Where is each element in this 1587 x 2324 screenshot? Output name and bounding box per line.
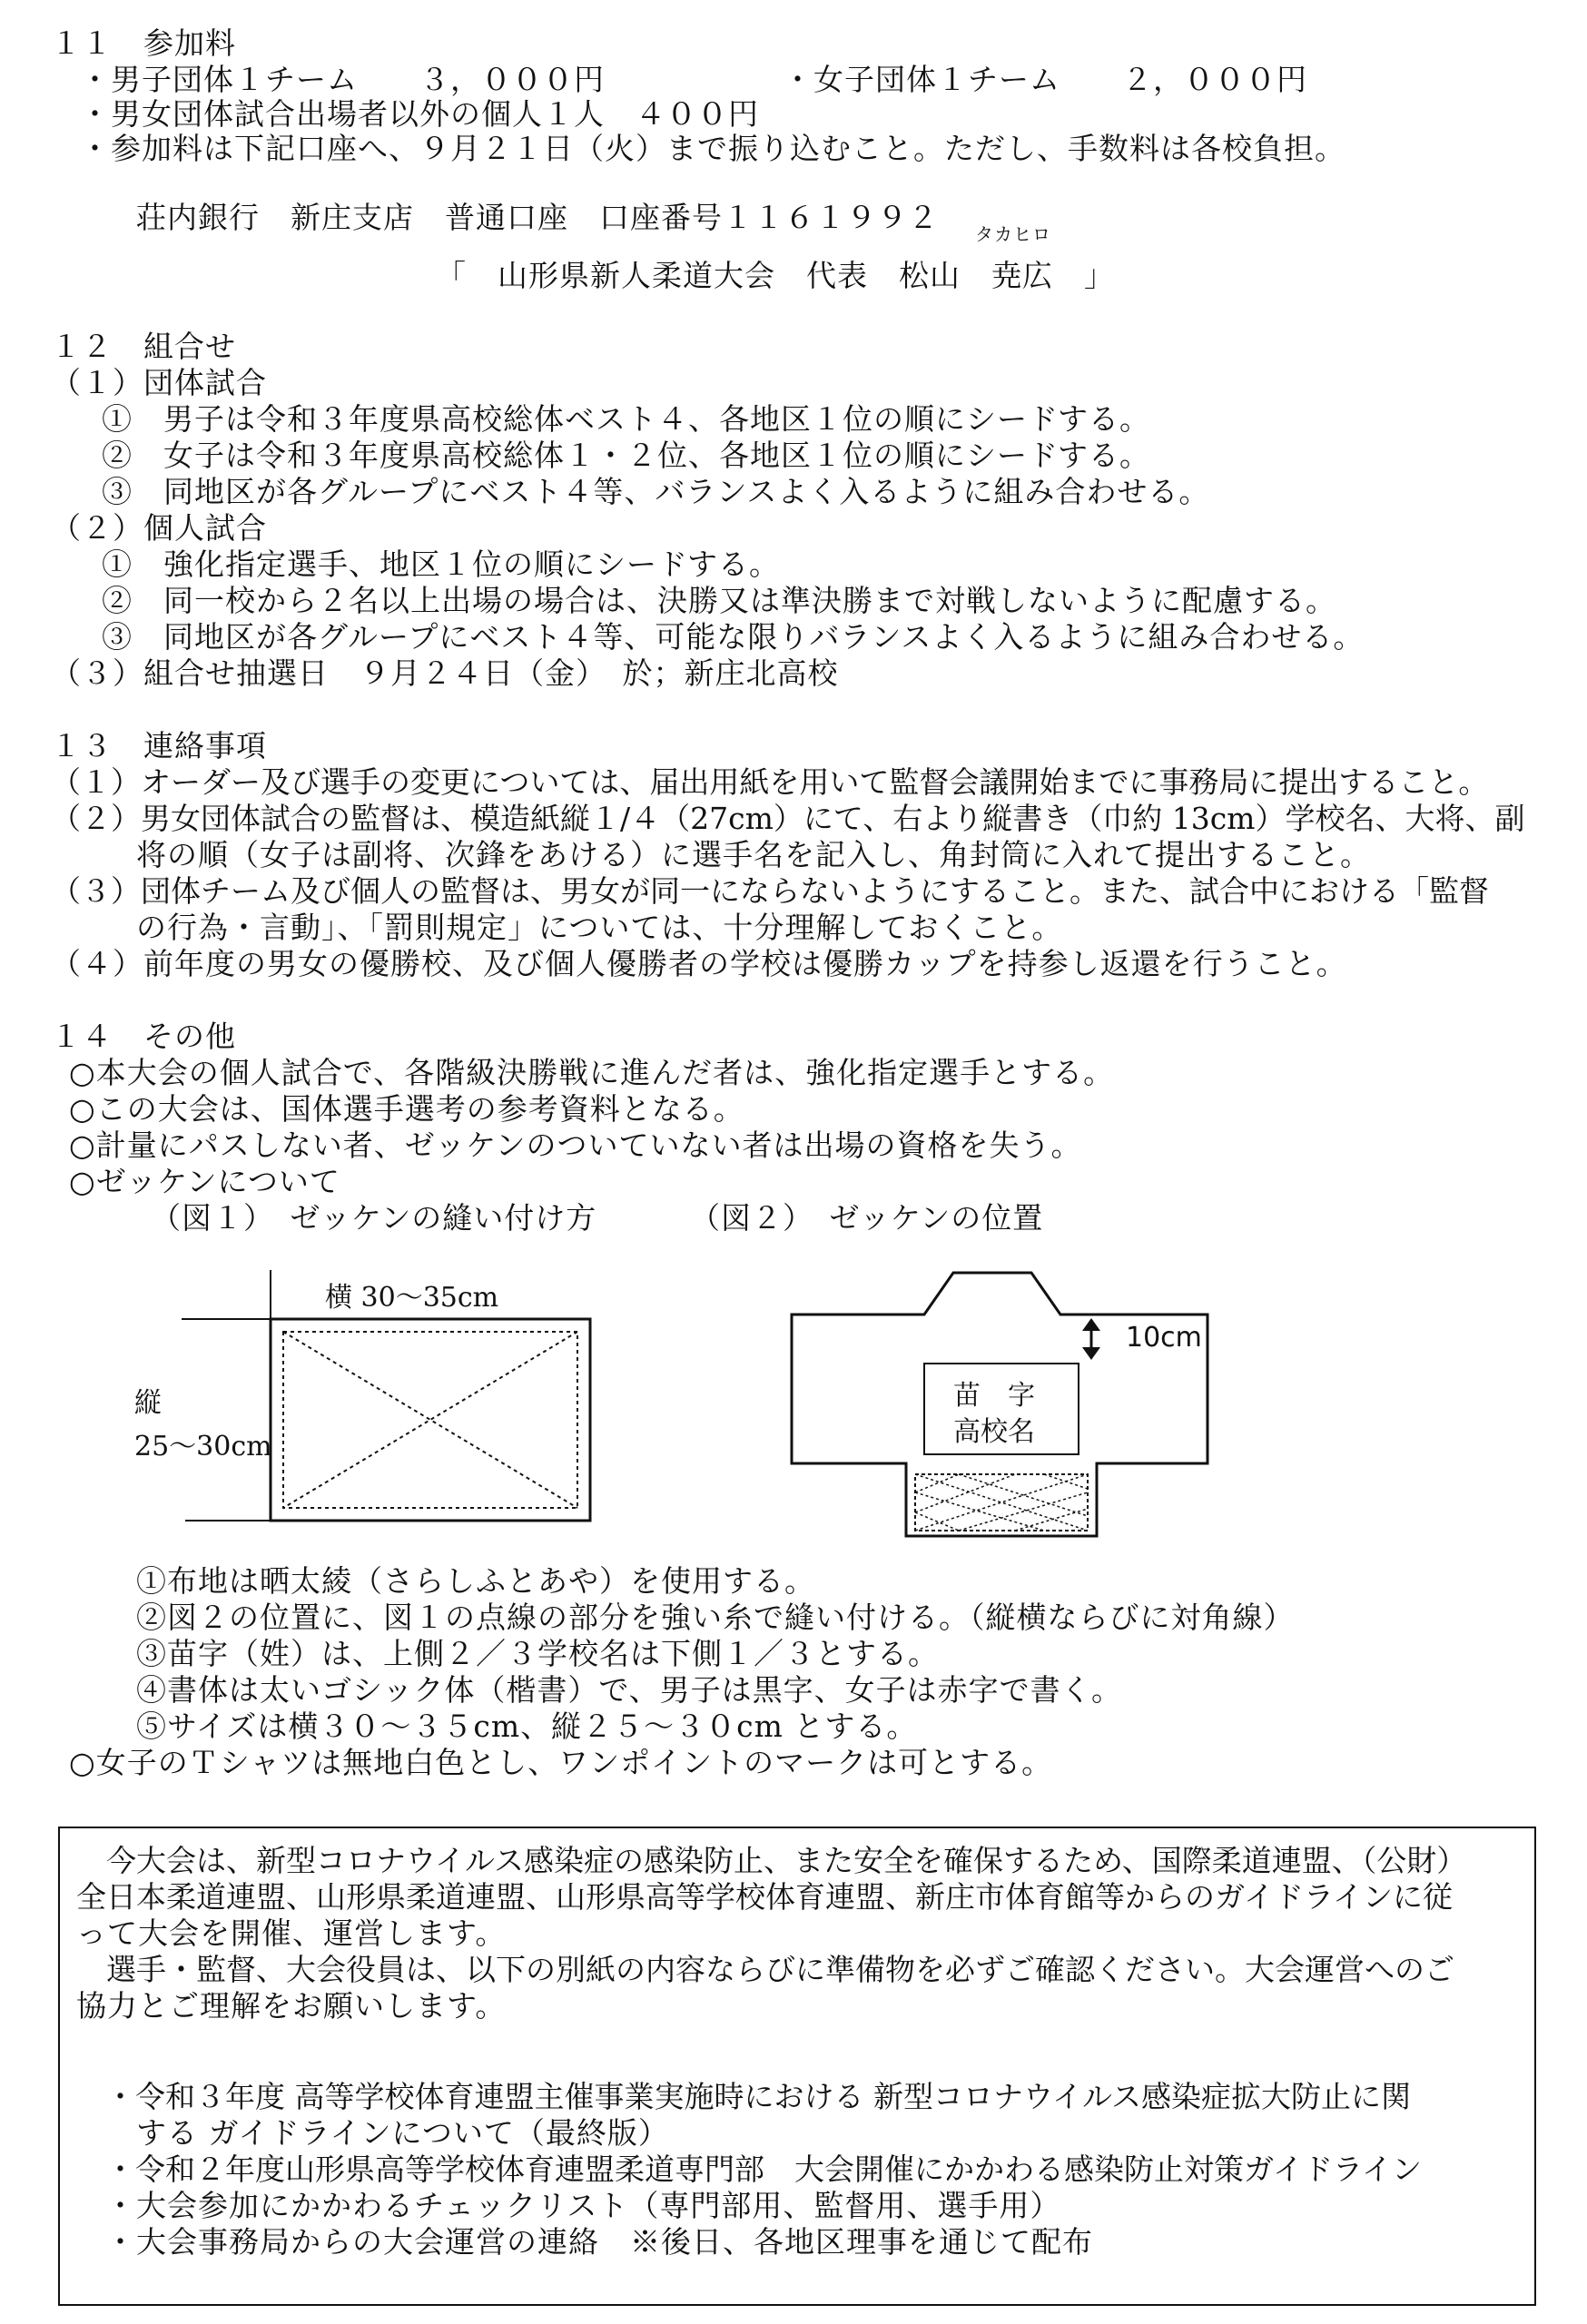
individual-rule-1: ① 強化指定選手、地区１位の順にシードする。 [102, 547, 781, 582]
fig1-height-label-a: 縦 [134, 1387, 162, 1419]
fig2-dim-arrow-up [1082, 1318, 1100, 1331]
notice-bullet-3: ・大会参加にかかわるチェックリスト（専門部用、監督用、選手用） [105, 2188, 1061, 2223]
fee-individual: ・男女団体試合出場者以外の個人１人 ４００円 [80, 96, 759, 132]
notice-bullet-2: ・令和２年度山形県高等学校体育連盟柔道専門部 大会開催にかかわる感染防止対策ガイドライン [105, 2152, 1423, 2187]
name-ruby: タカヒロ [975, 223, 1051, 245]
team-rule-1: ① 男子は令和３年度県高校総体ベスト４、各地区１位の順にシードする。 [102, 401, 1151, 437]
zekken-rule-3: ③苗字（姓）は、上側２／３学校名は下側１／３とする。 [136, 1636, 939, 1671]
other-item-2: ○この大会は、国体選手選考の参考資料となる。 [69, 1091, 744, 1127]
team-rule-2: ② 女子は令和３年度県高校総体１・２位、各地区１位の順にシードする。 [102, 438, 1151, 473]
notice-paragraph-2b: 協力とご理解をお願いします。 [76, 1988, 507, 2024]
fig2-dim-label: 10cm [1126, 1322, 1202, 1354]
section-13-heading: １３ 連絡事項 [51, 728, 267, 763]
covid-notice-box [58, 1827, 1536, 2306]
account-holder: 「 山形県新人柔道大会 代表 松山 尭広 」 [436, 258, 1115, 293]
notice-bullet-4: ・大会事務局からの大会運営の連絡 ※後日、各地区理事を通じて配布 [105, 2224, 1093, 2260]
individual-match-title: （２）個人試合 [51, 510, 267, 546]
notice-item-2b: 将の順（女子は副将、次鋒をあける）に選手名を記入し、角封筒に入れて提出すること。 [136, 837, 1371, 872]
bank-account: 荘内銀行 新庄支店 普通口座 口座番号１１６１９９２ [136, 200, 939, 235]
team-match-title: （１）団体試合 [51, 365, 267, 400]
notice-paragraph-1c: って大会を開催、運営します。 [76, 1915, 507, 1951]
other-item-4: ○ゼッケンについて [69, 1164, 340, 1199]
fig2-surname-label: 苗 字 [953, 1380, 1035, 1412]
section-11-heading: １１ 参加料 [51, 25, 236, 61]
zekken-rule-4: ④書体は太いゴシック体（楷書）で、男子は黒字、女子は赤字で書く。 [136, 1672, 1123, 1708]
section-14-heading: １４ その他 [51, 1019, 236, 1054]
fig1-height-label-b: 25～30cm [134, 1431, 272, 1462]
notice-paragraph-1a: 今大会は、新型コロナウイルス感染症の感染防止、また安全を確保するため、国際柔道連盟、（公財） [76, 1843, 1467, 1878]
fig2-dim-arrow-down [1082, 1347, 1100, 1360]
notice-paragraph-1b: 全日本柔道連盟、山形県柔道連盟、山形県高等学校体育連盟、新庄市体育館等からのガイドラインに従 [76, 1879, 1454, 1915]
fee-male-team: ・男子団体１チーム ３，０００円 [80, 62, 605, 97]
zekken-rule-2: ②図２の位置に、図１の点線の部分を強い糸で縫い付ける。（縦横ならびに対角線） [136, 1600, 1295, 1635]
notice-item-1: （１）オーダー及び選手の変更については、届出用紙を用いて監督会議開始までに事務局に提出すること。 [51, 764, 1489, 800]
figure-1-caption: （図１） ゼッケンの縫い付け方 [151, 1200, 597, 1236]
other-item-1: ○本大会の個人試合で、各階級決勝戦に進んだ者は、強化指定選手とする。 [69, 1055, 1115, 1090]
notice-item-3b: の行為・言動」、「罰則規定」については、十分理解しておくこと。 [136, 910, 1063, 945]
fee-female-team: ・女子団体１チーム ２，０００円 [783, 62, 1307, 97]
notice-item-4: （４）前年度の男女の優勝校、及び個人優勝者の学校は優勝カップを持参し返還を行うこと。 [51, 946, 1347, 981]
fig2-patch-stitching [915, 1474, 1088, 1531]
zekken-rule-1: ①布地は晒太綾（さらしふとあや）を使用する。 [136, 1563, 815, 1599]
notice-item-2a: （２）男女団体試合の監督は、模造紙縦１/４（27cm）にて、右より縦書き（巾約 13cm）学校名、大将、副 [51, 801, 1525, 836]
section-12-heading: １２ 組合せ [51, 329, 236, 364]
other-item-5: ○女子のＴシャツは無地白色とし、ワンポイントのマークは可とする。 [69, 1745, 1053, 1780]
individual-rule-3: ③ 同地区が各グループにベスト４等、可能な限りバランスよく入るように組み合わせる。 [102, 619, 1365, 655]
fig1-cloth-outline [271, 1319, 590, 1521]
notice-bullet-1b: する ガイドラインについて（最終版） [105, 2115, 669, 2151]
team-rule-3: ③ 同地区が各グループにベスト４等、バランスよく入るように組み合わせる。 [102, 474, 1210, 509]
draw-date: （３）組合せ抽選日 ９月２４日（金） 於；新庄北高校 [51, 655, 839, 691]
figure-2-caption: （図２） ゼッケンの位置 [690, 1200, 1044, 1236]
fig2-school-label: 高校名 [953, 1416, 1035, 1448]
notice-bullet-1a: ・令和３年度 高等学校体育連盟主催事業実施時における 新型コロナウイルス感染症拡大防止に関 [105, 2079, 1411, 2114]
notice-paragraph-2a: 選手・監督、大会役員は、以下の別紙の内容ならびに準備物を必ずご確認ください。大会運営へのご [76, 1952, 1454, 1987]
zekken-rule-5: ⑤サイズは横３０～３５cm、縦２５～３０cm とする。 [136, 1709, 918, 1744]
individual-rule-2: ② 同一校から２名以上出場の場合は、決勝又は準決勝まで対戦しないように配慮する。 [102, 583, 1336, 618]
notice-item-3a: （３）団体チーム及び個人の監督は、男女が同一にならないようにすること。また、試合中における「監督 [51, 873, 1489, 909]
other-item-3: ○計量にパスしない者、ゼッケンのついていない者は出場の資格を失う。 [69, 1128, 1082, 1163]
payment-note: ・参加料は下記口座へ、９月２１日（火）まで振り込むこと。ただし、手数料は各校負担。 [80, 131, 1346, 166]
fig1-width-label: 横 30～35cm [325, 1282, 499, 1314]
